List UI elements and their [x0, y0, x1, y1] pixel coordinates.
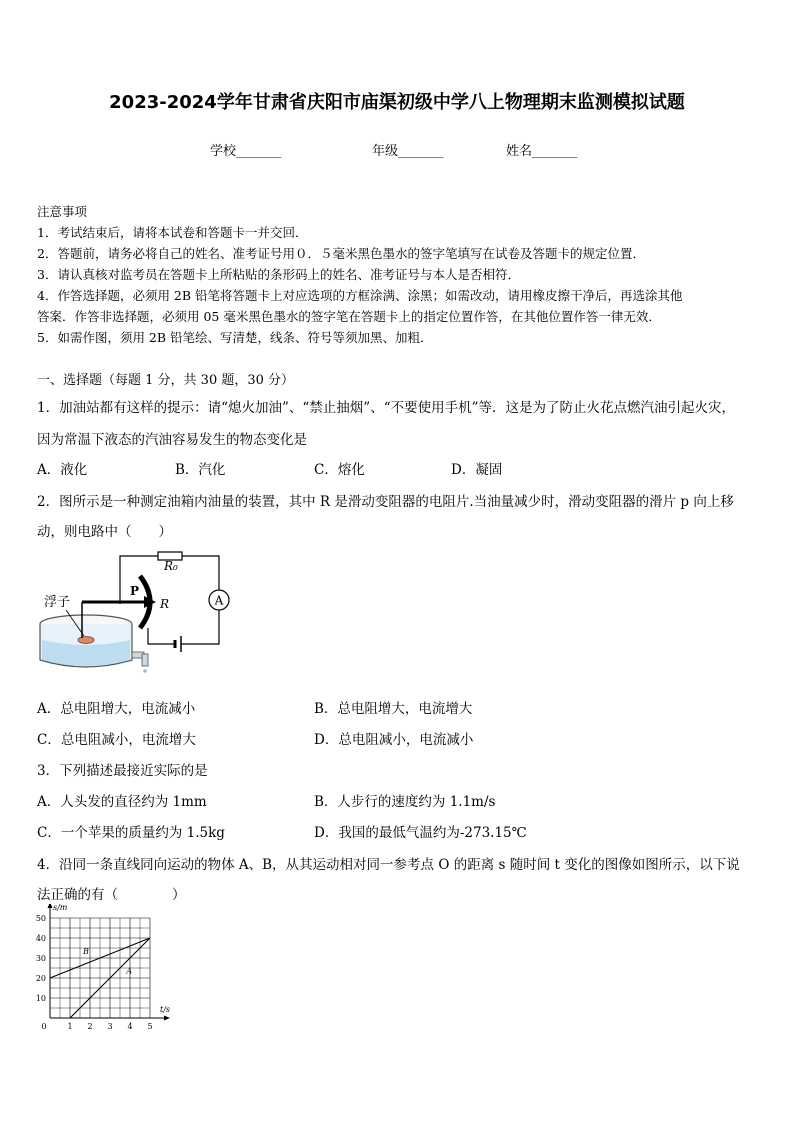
x-tick-label: 3	[107, 1022, 113, 1031]
note-item: 1．考试结束后，请将本试卷和答题卡一并交回．	[37, 225, 308, 240]
name-field: 姓名_______	[506, 144, 578, 159]
x-tick-label: 0	[41, 1022, 47, 1031]
resistor-label: R₀	[164, 559, 178, 573]
x-tick-label: 2	[87, 1022, 93, 1031]
q1-stem-line2: 因为常温下液态的汽油容易发生的物态变化是	[37, 432, 307, 448]
q3-option-b: B．人步行的速度约为 1.1m/s	[314, 794, 496, 810]
q1-stem-line1: 1．加油站都有这样的提示：请“熄火加油”、“禁止抽烟”、“不要使用手机”等．这是为了防止火花点燃汽油引起火灾，	[37, 400, 735, 416]
rheostat-label: R	[160, 597, 170, 611]
q3-option-d: D．我国的最低气温约为-273.15℃	[314, 825, 527, 841]
ammeter-label: A	[214, 593, 224, 608]
y-tick-label: 10	[35, 994, 46, 1003]
x-tick-label: 4	[127, 1022, 133, 1031]
y-tick-label: 30	[35, 954, 46, 963]
q1-option-d: D．凝固	[451, 462, 503, 478]
q3-stem: 3．下列描述最接近实际的是	[37, 763, 208, 779]
y-tick-label: 50	[35, 914, 46, 923]
q2-option-a: A．总电阻增大，电流减小	[37, 701, 196, 717]
school-field: 学校_______	[210, 144, 282, 159]
y-axis-arrow-icon	[48, 904, 53, 908]
q3-option-a: A．人头发的直径约为 1mm	[37, 794, 207, 810]
y-tick-label: 40	[35, 934, 46, 943]
q4-stem-line2: 法正确的有（ ）	[37, 887, 186, 903]
wire-bottom-left	[148, 628, 175, 644]
q1-option-c: C．熔化	[314, 462, 365, 478]
note-item: 4．作答选择题，必须用 2B 铅笔将答题卡上对应选项的方框涂满、涂黑；如需改动，请用橡皮擦干净后，再选涂其他	[37, 288, 683, 303]
section-heading: 一、选择题（每题 1 分，共 30 题，30 分）	[37, 373, 295, 388]
x-tick-label: 1	[67, 1022, 73, 1031]
q1-option-b: B．汽化	[175, 462, 226, 478]
chart-grid	[50, 918, 150, 1018]
q2-stem-line2: 动，则电路中（ ）	[37, 524, 172, 540]
wire-right-bottom	[181, 610, 219, 644]
notes-heading: 注意事项	[37, 204, 88, 219]
water-drop-icon	[143, 669, 147, 673]
x-axis-label: t/s	[160, 1005, 171, 1014]
wire-top-right	[182, 556, 219, 590]
faucet-icon	[142, 654, 148, 666]
slider-label: P	[130, 584, 140, 598]
note-item: 答案．作答非选择题，必须用 05 毫米黑色墨水的签字笔在答题卡上的指定位置作答，在其他位置作答一律无效．	[37, 309, 661, 324]
y-axis-label: s/m	[53, 904, 68, 912]
note-item: 3．请认真核对监考员在答题卡上所粘贴的条形码上的姓名、准考证号与本人是否相符．	[37, 267, 520, 282]
q4-stem-line1: 4．沿同一条直线同向运动的物体 A、B，从其运动相对同一参考点 O 的距离 s 随时间 t 变化的图像如图所示，以下说	[37, 857, 740, 873]
q2-option-b: B．总电阻增大，电流增大	[314, 701, 473, 717]
float-label: 浮子	[44, 595, 71, 610]
q2-option-d: D．总电阻减小，电流减小	[314, 732, 474, 748]
grade-field: 年级_______	[372, 144, 444, 159]
page-title: 2023-2024学年甘肃省庆阳市庙渠初级中学八上物理期末监测模拟试题	[109, 92, 685, 113]
note-item: 5．如需作图，须用 2B 铅笔绘、写清楚，线条、符号等须加黑、加粗．	[37, 330, 433, 345]
s-t-chart	[30, 904, 190, 1034]
chart-axes	[48, 904, 171, 1021]
q2-stem-line1: 2．图所示是一种测定油箱内油量的装置，其中 R 是滑动变阻器的电阻片.当油量减少时，滑动变阻器的滑片 p 向上移	[37, 494, 734, 510]
y-tick-label: 20	[35, 974, 46, 983]
q2-option-c: C．总电阻减小，电流增大	[37, 732, 196, 748]
float-icon	[78, 637, 94, 644]
notes-block	[37, 201, 683, 348]
note-item: 2．答题前，请务必将自己的姓名、准考证号用０．５毫米黑色墨水的签字笔填写在试卷及答题卡的规定位置．	[37, 246, 645, 261]
q1-option-a: A．液化	[37, 462, 88, 478]
q3-option-c: C．一个苹果的质量约为 1.5kg	[37, 825, 225, 841]
x-tick-label: 5	[147, 1022, 153, 1031]
series-label-b: B	[83, 947, 89, 956]
series-label-a: A	[126, 966, 133, 976]
oil-gauge-circuit-figure	[36, 548, 236, 680]
x-axis-arrow-icon	[164, 1016, 170, 1021]
